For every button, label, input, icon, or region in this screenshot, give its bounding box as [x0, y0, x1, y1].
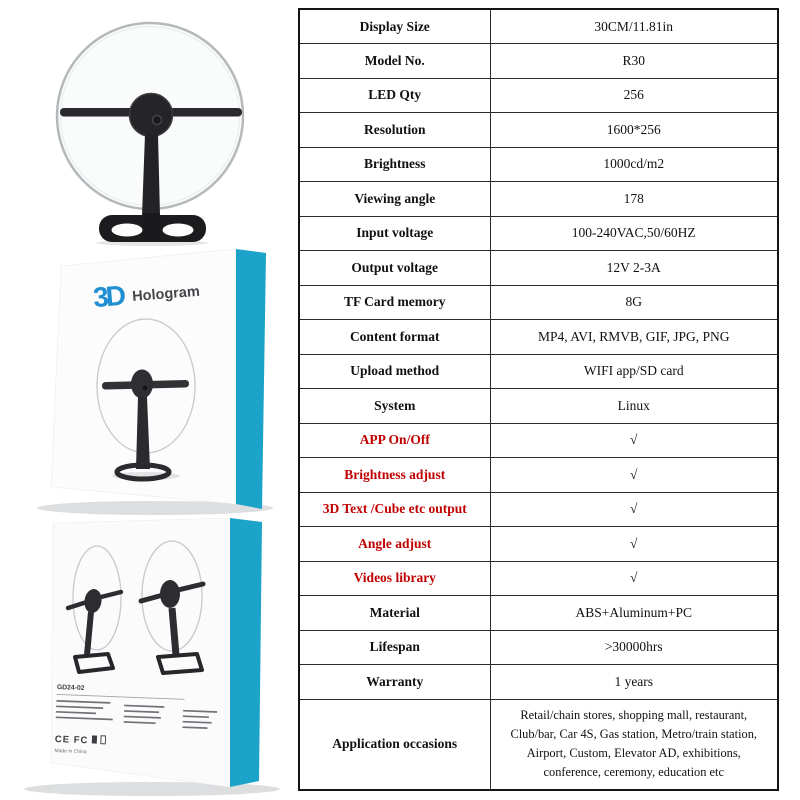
fan-hub-lens — [153, 116, 162, 125]
table-row — [299, 527, 778, 562]
drawn-fan-stand — [87, 612, 91, 655]
table-row — [299, 665, 778, 700]
spec-label: TF Card memory — [299, 285, 490, 320]
spec-label: Model No. — [299, 44, 490, 79]
spec-value: 1600*256 — [490, 113, 778, 148]
table-row — [299, 216, 778, 251]
table-row — [299, 44, 778, 79]
spec-table — [298, 8, 779, 791]
spec-value: 1 years — [490, 665, 778, 700]
box-front-spine — [236, 249, 266, 509]
spec-value: 100-240VAC,50/60HZ — [490, 216, 778, 251]
spec-label: 3D Text /Cube etc output — [299, 492, 490, 527]
certification-marks-text: CE FC — [54, 733, 89, 747]
spec-label: Brightness — [299, 147, 490, 182]
spec-value: >30000hrs — [490, 630, 778, 665]
spec-value: Linux — [490, 389, 778, 424]
logo-hologram-text: Hologram — [131, 283, 201, 306]
table-row — [299, 251, 778, 286]
table-row — [299, 699, 778, 790]
spec-table-body — [299, 9, 778, 790]
drawn-fan-hub — [160, 580, 180, 608]
spec-value: R30 — [490, 44, 778, 79]
spec-value: 12V 2-3A — [490, 251, 778, 286]
spec-value: √ — [490, 458, 778, 493]
spec-label: APP On/Off — [299, 423, 490, 458]
drawn-fan-stand — [172, 608, 176, 655]
spec-label: Lifespan — [299, 630, 490, 665]
spec-label: Material — [299, 596, 490, 631]
spec-label: Upload method — [299, 354, 490, 389]
spec-value: √ — [490, 492, 778, 527]
table-row — [299, 354, 778, 389]
spec-label: LED Qty — [299, 78, 490, 113]
table-row — [299, 113, 778, 148]
table-row — [299, 78, 778, 113]
product-box-front-photo — [0, 246, 296, 516]
table-row — [299, 423, 778, 458]
spec-value: 8G — [490, 285, 778, 320]
box-back-spine — [230, 518, 262, 787]
spec-label: Angle adjust — [299, 527, 490, 562]
table-row — [299, 561, 778, 596]
table-row — [299, 147, 778, 182]
spec-label: Content format — [299, 320, 490, 355]
drawn-fan-hub — [131, 370, 153, 399]
spec-label: Display Size — [299, 9, 490, 44]
table-row — [299, 492, 778, 527]
spec-value: Retail/chain stores, shopping mall, restaurant, Club/bar, Car 4S, Gas station, Metro/train station, Airport, Custom, Elevator AD, exhibitions, conference, ceremony, education etc — [490, 699, 778, 790]
drawn-fan-lens — [143, 386, 148, 391]
table-row — [299, 596, 778, 631]
fan-base-post — [143, 213, 160, 240]
spec-value: 256 — [490, 78, 778, 113]
spec-value: ABS+Aluminum+PC — [490, 596, 778, 631]
fan-stand — [142, 134, 160, 216]
spec-value: √ — [490, 527, 778, 562]
table-row — [299, 458, 778, 493]
spec-label: Output voltage — [299, 251, 490, 286]
spec-value: MP4, AVI, RMVB, GIF, JPG, PNG — [490, 320, 778, 355]
spec-label: Brightness adjust — [299, 458, 490, 493]
spec-label: Application occasions — [299, 699, 490, 790]
spec-value: √ — [490, 561, 778, 596]
spec-label: Resolution — [299, 113, 490, 148]
product-box-back-photo — [0, 515, 296, 800]
spec-value: 30CM/11.81in — [490, 9, 778, 44]
table-row — [299, 9, 778, 44]
box-back-face — [51, 518, 230, 787]
table-row — [299, 182, 778, 217]
fan-hub — [130, 94, 173, 137]
box-model-text: GD24-02 — [56, 684, 85, 693]
table-row — [299, 285, 778, 320]
spec-value: WIFI app/SD card — [490, 354, 778, 389]
spec-value: 178 — [490, 182, 778, 217]
spec-label: Videos library — [299, 561, 490, 596]
spec-label: Viewing angle — [299, 182, 490, 217]
fan-base-cutout-right — [163, 224, 194, 237]
table-row — [299, 630, 778, 665]
spec-label: Input voltage — [299, 216, 490, 251]
spec-value: 1000cd/m2 — [490, 147, 778, 182]
logo-3d-text: 3D — [91, 279, 125, 314]
spec-label: Warranty — [299, 665, 490, 700]
fan-base-cutout-left — [112, 224, 143, 237]
made-in-text: Made in China — [54, 747, 87, 756]
hologram-fan-photo — [0, 0, 296, 246]
table-row — [299, 389, 778, 424]
weee-bin-icon — [92, 735, 97, 743]
spec-label: System — [299, 389, 490, 424]
table-row — [299, 320, 778, 355]
spec-value: √ — [490, 423, 778, 458]
